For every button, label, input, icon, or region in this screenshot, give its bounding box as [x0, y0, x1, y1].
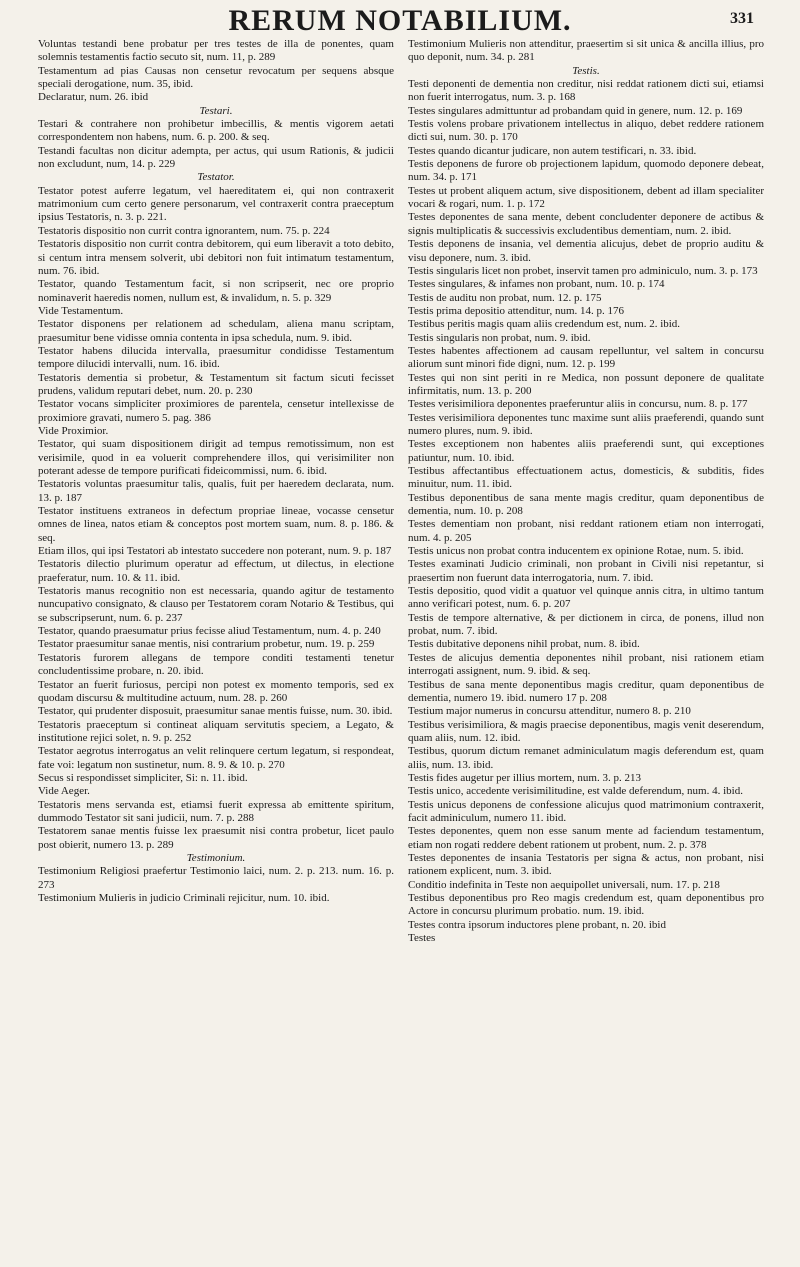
- index-heading: Testimonium.: [186, 851, 246, 864]
- index-entry: Testes de alicujus dementia deponentes nihil probant, nisi rationem etiam interrogati assignent, num. 9. ibid. & seq.: [408, 651, 764, 678]
- index-entry: Testator, qui prudenter disposuit, praesumitur sanae mentis fuisse, num. 30. ibid.: [38, 705, 393, 718]
- index-entry: Testis depositio, quod vidit a quatuor vel quinque annis citra, in ultimo tantum anno verificari potest, num. 6. p. 207: [408, 585, 764, 611]
- running-title: RERUM NOTABILIUM.: [228, 4, 572, 37]
- index-entry: Testator aegrotus interrogatus an velit relinquere certum legatum, si respondeat, fate voi: legatum non sustinetur, num. 8. 9. & 10. p. 270: [38, 745, 394, 771]
- index-heading: Testator.: [197, 171, 235, 184]
- index-entry: Testium major numerus in concursu attenditur, numero 8. p. 210: [408, 705, 691, 718]
- index-column-right: [408, 38, 764, 1260]
- index-entry: Testatoris dispositio non currit contra ignorantem, num. 75. p. 224: [38, 224, 330, 237]
- index-entry: Testes: [408, 932, 436, 945]
- index-entry: Testis de auditu non probat, num. 12. p. 175: [408, 291, 602, 304]
- index-entry: Testes ut probent aliquem actum, sive dispositionem, debent ad illam specialiter vocari & rogari, num. 1. p. 172: [408, 184, 764, 211]
- index-entry: Vide Testamentum.: [38, 304, 124, 317]
- index-entry: Testatorem sanae mentis fuisse lex praesumit nisi contra probetur, licet paulo post obierit, numero 13. p. 289: [38, 825, 394, 851]
- index-entry: Testis unico, accedente verisimilitudine, est valde deferendum, num. 4. ibid.: [408, 785, 743, 798]
- index-entry: Testes deponentes, quem non esse sanum mente ad faciendum testamentum, etiam non rogati reddere debent rationem ut probent, num. 2. p. 378: [408, 825, 764, 851]
- index-entry: Declaratur, num. 26. ibid: [38, 91, 149, 104]
- index-entry: Etiam illos, qui ipsi Testatori ab intestato succedere non poterant, num. 9. p. 187: [38, 545, 392, 558]
- index-entry: Testes deponentes de sana mente, debent concludenter deponere de actibus & signis multiplicatis & successivis excludentibus dementiam, num. 2. ibid.: [408, 211, 764, 237]
- index-entry: Testis prima depositio attenditur, num. 14. p. 176: [408, 304, 625, 317]
- index-entry: Testes exceptionem non habentes aliis praeferendi sunt, qui exceptiones patiuntur, num. 10. ibid.: [408, 438, 764, 464]
- index-entry: Testis singularis licet non probet, inservit tamen pro adminiculo, num. 3. p. 173: [408, 264, 758, 277]
- index-entry: Testatoris praeceptum si contineat aliquam servitutis speciem, a Legato, & institutione rejici solet, n. 9. p. 252: [38, 718, 394, 744]
- index-entry: Testimonium Religiosi praefertur Testimonio laici, num. 2. p. 213. num. 16. p. 273: [38, 865, 394, 891]
- index-entry: Testator, quando Testamentum facit, si non scripserit, nec ore proprio nominaverit haeredis nomen, nullum est, & invalidum, n. 5. p. 329: [38, 278, 394, 304]
- index-entry: Testibus de sana mente deponentibus magis creditur, quam deponentibus de dementia, numero 19. ibid. numero 17 p. 208: [408, 678, 764, 704]
- index-entry: Testatoris furorem allegans de tempore conditi testamenti tenetur concludentissime probare, n. 20. ibid.: [38, 651, 394, 678]
- index-entry: Testatoris dilectio plurimum operatur ad effectum, ut dilectus, in electione praeferatur, num. 10. & 11. ibid.: [38, 558, 394, 584]
- index-entry: Testes verisimiliora deponentes tunc maxime sunt aliis praeferendi, quando sunt numero plures, num. 9. ibid.: [408, 411, 764, 437]
- page-number: 331: [730, 10, 754, 27]
- index-entry: Testandi facultas non dicitur adempta, per actus, qui usum Rationis, & judicii non excludunt, num, 14. p. 229: [38, 144, 394, 171]
- index-entry: Testator disponens per relationem ad schedulam, aliena manu scriptam, praesumitur bene vidisse omnia contenta in ipsa schedula, num. 9. ibid.: [38, 318, 394, 344]
- index-entry: Testes verisimiliora deponentes praeferuntur aliis in concursu, num. 8. p. 177: [408, 398, 748, 411]
- index-entry: Testibus deponentibus pro Reo magis credendum est, quam deponentibus pro Actore in concursu plurimum probatio. num. 19. ibid.: [408, 892, 764, 918]
- index-entry: Testis unicus non probat contra inducentem ex opinione Rotae, num. 5. ibid.: [408, 545, 744, 558]
- index-entry: Testes contra ipsorum inductores plene probant, n. 20. ibid: [408, 918, 666, 931]
- index-entry: Testator praesumitur sanae mentis, nisi contrarium probetur, num. 19. p. 259: [38, 638, 375, 651]
- index-entry: Testibus, quorum dictum remanet adminiculatum magis deferendum est, quam aliis, num. 13. ibid.: [408, 745, 764, 771]
- index-entry: Vide Proximior.: [38, 424, 109, 437]
- index-entry: Testis dubitative deponens nihil probat, num. 8. ibid.: [408, 638, 640, 651]
- index-entry: Testatoris dementia si probetur, & Testamentum sit factum sicuti fecisset prudens, validum reputari debet, num. 20. p. 230: [38, 371, 394, 397]
- index-entry: Secus si respondisset simpliciter, Si: n. 11. ibid.: [38, 771, 248, 784]
- index-entry: Testamentum ad pias Causas non censetur revocatum per sequens absque speciali derogatione, num. 35, ibid.: [38, 64, 394, 91]
- index-entry: Testibus deponentibus de sana mente magis creditur, quam deponentibus de dementia, num. 10. p. 208: [408, 491, 764, 518]
- index-entry: Testes quando dicantur judicare, non autem testificari, n. 33. ibid.: [408, 144, 697, 157]
- index-entry: Testimonium Mulieris in judicio Criminali rejicitur, num. 10. ibid.: [38, 892, 330, 904]
- index-entry: Testimonium Mulieris non attenditur, praesertim si sit unica & ancilla illius, pro quo deponit, num. 34. p. 281: [408, 38, 764, 64]
- index-entry: Testatoris voluntas praesumitur talis, qualis, fuit per haeredem declarata, num. 13. p. 187: [38, 478, 394, 504]
- index-entry: Testis singularis non probat, num. 9. ibid.: [408, 331, 591, 344]
- index-entry: Testes singulares admittuntur ad probandam quid in genere, num. 12. p. 169: [408, 104, 743, 117]
- index-entry: Testator potest auferre legatum, vel haereditatem ei, qui non contraxerit matrimonium cum certo genere personarum, vel contraxerit contra praeceptum ipsius Testatoris, n. 3. p. 221.: [38, 184, 394, 224]
- index-entry: Testari & contrahere non prohibetur imbecillis, & mentis vigorem aetati correspondentem non habens, num. 6. p. 200. & seq.: [38, 118, 394, 144]
- index-entry: Testi deponenti de dementia non creditur, nisi reddat rationem dicti sui, etiamsi non fuerit interrogatus, num. 3. p. 168: [408, 78, 764, 104]
- index-entry: Testes deponentes de insania Testatoris per signa & actus, non probant, nisi rationem explicent, num. 3. ibid.: [408, 851, 764, 878]
- index-entry: Testibus affectantibus effectuationem actus, domesticis, & subditis, fides minuitur, num. 11. ibid.: [408, 465, 764, 491]
- index-entry: Testibus verisimiliora, & magis praecise deponentibus, magis venit deserendum, quam aliis, num. 12. ibid.: [408, 718, 764, 744]
- index-entry: Testator, qui suam dispositionem dirigit ad tempus remotissimum, non est verisimile, quod in ea voluerit comprehendere illos, qui verisimiliter non poterant adesse de tempore purificati fideicommissi, num. 6. ibid.: [38, 438, 394, 477]
- index-entry: Testis deponens de furore ob projectionem lapidum, quomodo deponere debeat, num. 34. p. 171: [408, 158, 764, 184]
- index-entry: Testes examinati Judicio criminali, non probant in Civili nisi repetantur, si praesertim non fuerunt data interrogatoria, num. 7. ibid.: [408, 558, 764, 584]
- index-entry: Testator, quando praesumatur prius fecisse aliud Testamentum, num. 4. p. 240: [38, 625, 381, 638]
- index-entry: Testis unicus deponens de confessione alicujus quod matrimonium contraxerit, facit adminiculum, numero 11. ibid.: [408, 798, 764, 824]
- index-entry: Testator habens dilucida intervalla, praesumitur condidisse Testamentum tempore dilucidi intervalli, num. 16. ibid.: [38, 344, 394, 371]
- index-heading: Testis.: [572, 64, 600, 77]
- index-entry: Testis de tempore alternative, & per dictionem in circa, de ponens, illud non probat, num. 7. ibid.: [408, 611, 764, 638]
- index-entry: Testatoris mens servanda est, etiamsi fuerit expressa ab emittente spiritum, dummodo Testator sit sani judicii, num. 7. p. 288: [38, 798, 394, 824]
- index-entry: Testis deponens de insania, vel dementia alicujus, debet de proprio auditu & visu deponere, num. 3. ibid.: [408, 238, 764, 264]
- index-entry: Testes qui non sint periti in re Medica, non possunt deponere de qualitate infirmitatis, num. 13. p. 200: [408, 371, 764, 397]
- index-entry: Voluntas testandi bene probatur per tres testes de illa de ponentes, quam solemnis testamentis factio secuto sit, num. 11, p. 289: [38, 38, 394, 64]
- index-entry: Vide Aeger.: [38, 785, 90, 798]
- index-entry: Testatoris dispositio non currit contra debitorem, qui eum liberavit a toto debito, si centum intra mensem solverit, ubi debitori non fuit intimatum testamentum, num. 76. ibid.: [38, 238, 394, 277]
- index-entry: Testes singulares, & infames non probant, num. 10. p. 174: [408, 278, 665, 291]
- index-entry: Testes dementiam non probant, nisi reddant rationem etiam non interrogati, num. 4. p. 205: [408, 518, 764, 544]
- index-entry: Testibus peritis magis quam aliis credendum est, num. 2. ibid.: [408, 318, 681, 331]
- index-entry: Conditio indefinita in Teste non aequipollet universali, num. 17. p. 218: [408, 878, 720, 891]
- index-entry: Testatoris manus recognitio non est necessaria, quando agitur de testamento nuncupativo consignato, & clauso per Testatorem coram Notario & Testibus, qui se subscripserunt, num. 6. p. 237: [38, 585, 394, 624]
- index-entry: Testator vocans simpliciter proximiores de parentela, censetur intellexisse de proximiore gravati, numero 5. pag. 386: [38, 398, 394, 424]
- index-column-left: [38, 38, 394, 1260]
- index-entry: Testes habentes affectionem ad causam repelluntur, vel saltem in concursu aliorum sunt minori fide digni, num. 12. p. 199: [408, 344, 764, 371]
- index-entry: Testis fides augetur per illius mortem, num. 3. p. 213: [408, 771, 641, 784]
- index-entry: Testis volens probare privationem intellectus in aliquo, debet reddere rationem dicti sui, num. 30. p. 170: [408, 118, 764, 144]
- index-entry: Testator an fuerit furiosus, percipi non potest ex momento temporis, sed ex quodam discursu & multitudine actuum, num. 28. p. 260: [38, 678, 394, 704]
- index-heading: Testari.: [199, 104, 233, 117]
- index-entry: Testator instituens extraneos in defectum propriae lineae, vocasse censetur omnes de linea, natos etiam & conceptos post mortem suam, num. 8. p. 186. & seq.: [38, 505, 394, 544]
